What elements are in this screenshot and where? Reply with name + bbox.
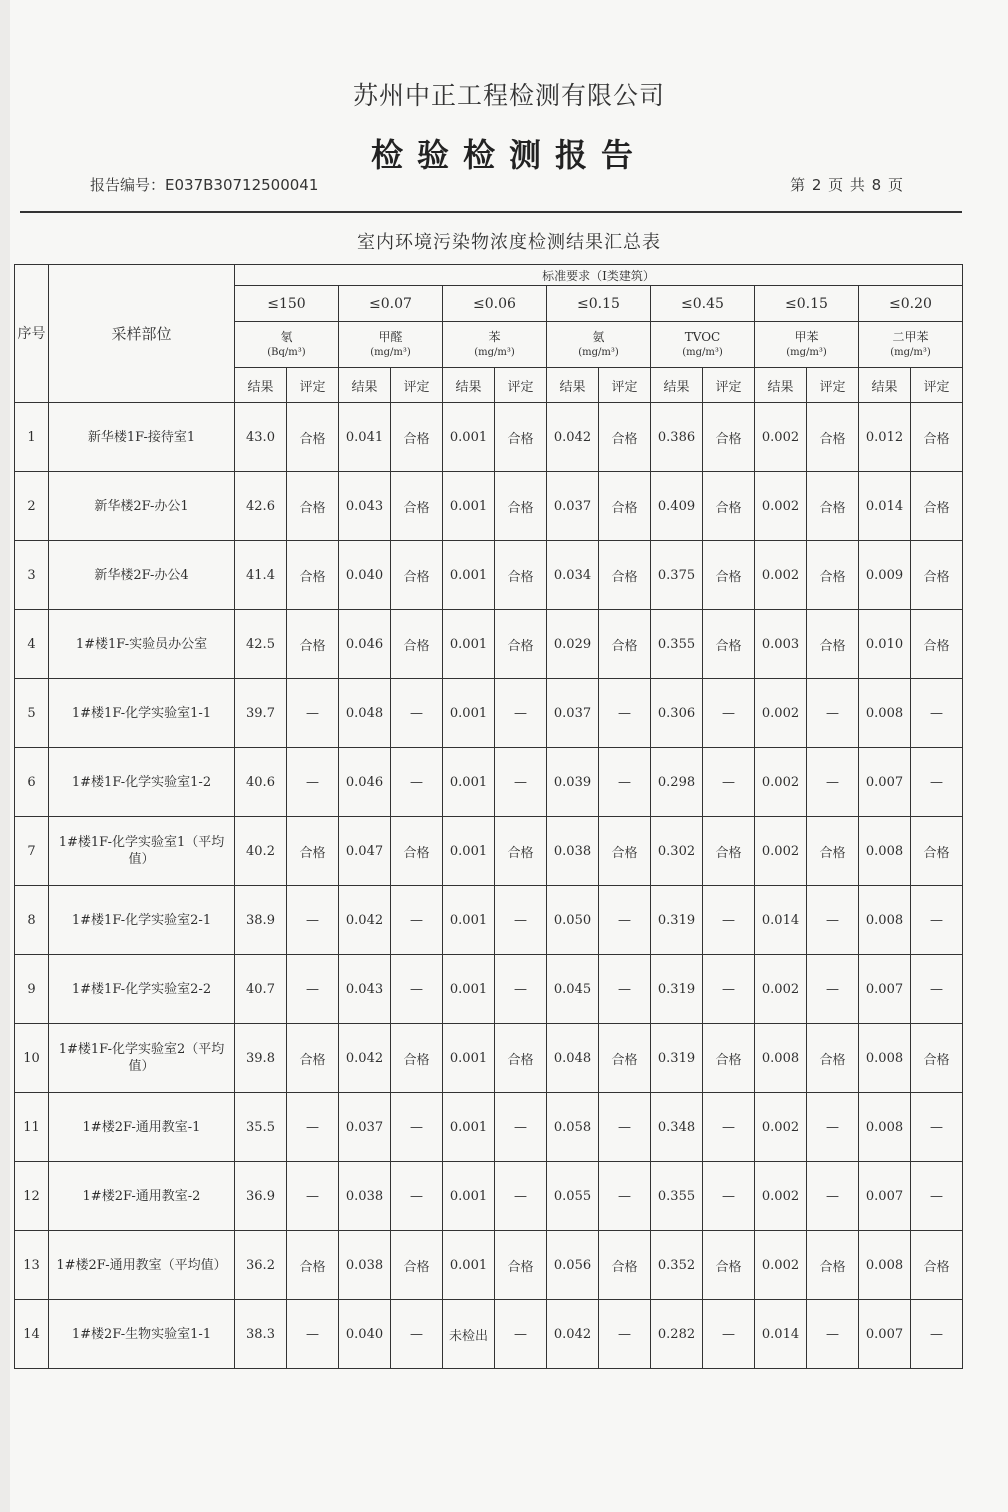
pollutant-name: 氡 [280,329,293,344]
result-cell: 40.7 [235,955,287,1024]
rating-cell: — [287,1093,339,1162]
rating-cell: 合格 [807,472,859,541]
rating-cell: — [391,886,443,955]
result-cell: 0.001 [443,748,495,817]
rating-cell: — [807,748,859,817]
pollutant-unit: (mg/m³) [890,346,931,358]
sampling-location: 1#楼1F-实验员办公室 [49,610,235,679]
result-cell: 39.7 [235,679,287,748]
rating-cell: 合格 [287,403,339,472]
rating-cell: — [911,1300,963,1369]
row-number: 4 [15,610,49,679]
result-label: 结果 [339,368,391,403]
result-cell: 0.002 [755,1231,807,1300]
rating-cell: — [599,1093,651,1162]
result-cell: 0.012 [859,403,911,472]
pollutant-unit: (mg/m³) [578,346,619,358]
result-cell: 0.001 [443,1024,495,1093]
result-cell: 0.001 [443,1231,495,1300]
rating-cell: 合格 [703,1231,755,1300]
pollutant-cell [235,322,339,368]
pollutant-name: 二甲苯 [892,329,929,344]
table-row [15,1162,963,1231]
rating-cell: 合格 [807,403,859,472]
rating-label: 评定 [391,368,443,403]
result-cell: 0.042 [339,1024,391,1093]
table-title: 室内环境污染物浓度检测结果汇总表 [357,232,661,253]
result-cell: 0.007 [859,1300,911,1369]
result-cell: 0.355 [651,610,703,679]
result-label: 结果 [443,368,495,403]
result-cell: 0.007 [859,955,911,1024]
result-cell: 0.002 [755,955,807,1024]
rating-cell: — [807,679,859,748]
result-cell: 43.0 [235,403,287,472]
rating-cell: 合格 [703,1024,755,1093]
result-cell: 0.042 [547,403,599,472]
rating-cell: — [495,955,547,1024]
result-cell: 0.003 [755,610,807,679]
result-cell: 39.8 [235,1024,287,1093]
result-cell: 0.001 [443,403,495,472]
result-label: 结果 [651,368,703,403]
result-cell: 0.002 [755,541,807,610]
rating-label: 评定 [703,368,755,403]
pollutant-unit: (Bq/m³) [267,346,306,358]
rating-cell: — [911,1162,963,1231]
result-cell: 0.008 [859,1231,911,1300]
sampling-location: 1#楼1F-化学实验室2-1 [49,886,235,955]
rating-cell: — [287,955,339,1024]
rating-cell: 合格 [599,1024,651,1093]
rating-cell: — [391,748,443,817]
table-row [15,1093,963,1162]
result-cell: 0.014 [755,886,807,955]
result-cell: 0.001 [443,955,495,1024]
header-standard: 标准要求（I类建筑） [235,265,963,286]
result-cell: 0.001 [443,610,495,679]
row-number: 9 [15,955,49,1024]
table-row [15,1300,963,1369]
rating-cell: — [599,955,651,1024]
rating-cell: 合格 [287,1231,339,1300]
rating-cell: — [287,1162,339,1231]
rating-cell: 合格 [703,817,755,886]
sampling-location: 新华楼2F-办公4 [49,541,235,610]
result-cell: 0.302 [651,817,703,886]
row-number: 11 [15,1093,49,1162]
header-location: 采样部位 [49,265,235,403]
result-cell: 0.008 [755,1024,807,1093]
rating-cell: — [807,955,859,1024]
rating-cell: 合格 [807,1024,859,1093]
rating-cell: 合格 [911,1024,963,1093]
rating-cell: 合格 [391,1024,443,1093]
rating-cell: — [599,679,651,748]
result-cell: 0.001 [443,472,495,541]
row-number: 10 [15,1024,49,1093]
pollutant-cell [443,322,547,368]
rating-cell: — [599,1162,651,1231]
limit-cell: ≤0.20 [859,286,963,322]
result-cell: 0.319 [651,886,703,955]
rating-cell: — [703,886,755,955]
limit-cell: ≤0.45 [651,286,755,322]
result-cell: 42.5 [235,610,287,679]
rating-cell: — [287,1300,339,1369]
result-label: 结果 [859,368,911,403]
result-cell: 0.043 [339,955,391,1024]
result-cell: 0.319 [651,1024,703,1093]
result-cell: 0.040 [339,541,391,610]
rating-cell: — [495,748,547,817]
result-cell: 0.039 [547,748,599,817]
result-cell: 0.014 [755,1300,807,1369]
row-number: 8 [15,886,49,955]
table-row [15,886,963,955]
result-cell: 40.6 [235,748,287,817]
rating-cell: — [287,886,339,955]
result-cell: 0.034 [547,541,599,610]
rating-cell: 合格 [703,472,755,541]
rating-cell: — [807,1093,859,1162]
result-cell: 0.029 [547,610,599,679]
result-cell: 0.008 [859,1093,911,1162]
rating-cell: — [599,1300,651,1369]
sampling-location: 1#楼1F-化学实验室1（平均值） [49,817,235,886]
pollutant-cell [547,322,651,368]
rating-cell: — [391,1162,443,1231]
result-cell: 0.042 [547,1300,599,1369]
result-cell: 40.2 [235,817,287,886]
result-cell: 0.319 [651,955,703,1024]
result-cell: 0.002 [755,1093,807,1162]
page-number: 第 2 页 共 8 页 [790,176,904,194]
rating-cell: — [807,886,859,955]
pollutant-cell [859,322,963,368]
result-cell: 0.046 [339,610,391,679]
result-cell: 0.306 [651,679,703,748]
result-cell: 0.348 [651,1093,703,1162]
result-cell: 0.045 [547,955,599,1024]
sampling-location: 新华楼2F-办公1 [49,472,235,541]
row-number: 3 [15,541,49,610]
result-cell: 0.002 [755,817,807,886]
result-cell: 0.046 [339,748,391,817]
row-number: 5 [15,679,49,748]
rating-cell: 合格 [495,1231,547,1300]
limit-cell: ≤0.06 [443,286,547,322]
sampling-location: 1#楼1F-化学实验室1-2 [49,748,235,817]
limit-cell: ≤0.07 [339,286,443,322]
result-cell: 0.001 [443,886,495,955]
result-cell: 0.008 [859,886,911,955]
pollutant-cell [339,322,443,368]
rating-cell: — [599,748,651,817]
sampling-location: 新华楼1F-接待室1 [49,403,235,472]
result-cell: 0.056 [547,1231,599,1300]
rating-cell: — [287,748,339,817]
sampling-location: 1#楼1F-化学实验室1-1 [49,679,235,748]
report-page [10,0,1008,1512]
result-cell: 36.9 [235,1162,287,1231]
result-cell: 0.007 [859,1162,911,1231]
rating-cell: — [911,955,963,1024]
rating-cell: 合格 [599,541,651,610]
result-cell: 0.001 [443,679,495,748]
rating-cell: — [287,679,339,748]
rating-label: 评定 [287,368,339,403]
result-cell: 0.041 [339,403,391,472]
rating-cell: — [391,955,443,1024]
result-cell: 0.037 [339,1093,391,1162]
result-cell: 0.048 [547,1024,599,1093]
rating-cell: 合格 [599,472,651,541]
result-cell: 0.008 [859,679,911,748]
table-row [15,748,963,817]
result-cell: 0.038 [339,1162,391,1231]
rating-cell: 合格 [391,403,443,472]
result-cell: 0.001 [443,1093,495,1162]
rating-cell: 合格 [807,817,859,886]
rating-cell: — [703,955,755,1024]
pollutant-unit: (mg/m³) [474,346,515,358]
table-row [15,541,963,610]
pollutant-unit: (mg/m³) [370,346,411,358]
limit-cell: ≤0.15 [755,286,859,322]
company-name: 苏州中正工程检测有限公司 [352,81,665,110]
pollutant-name: 甲醛 [378,329,403,344]
table-row [15,679,963,748]
row-number: 6 [15,748,49,817]
rating-cell: 合格 [599,1231,651,1300]
rating-cell: — [495,1093,547,1162]
result-cell: 0.050 [547,886,599,955]
limit-cell: ≤150 [235,286,339,322]
row-number: 12 [15,1162,49,1231]
result-cell: 0.008 [859,817,911,886]
rating-cell: 合格 [495,817,547,886]
rating-cell: 合格 [911,403,963,472]
row-number: 2 [15,472,49,541]
result-cell: 0.001 [443,1162,495,1231]
report-title: 检验检测报告 [370,136,647,174]
rating-cell: 合格 [287,472,339,541]
result-cell: 0.055 [547,1162,599,1231]
row-number: 13 [15,1231,49,1300]
rating-cell: 合格 [495,403,547,472]
pollutant-cell [755,322,859,368]
rating-label: 评定 [911,368,963,403]
rating-cell: 合格 [599,610,651,679]
result-cell: 0.375 [651,541,703,610]
rating-cell: 合格 [391,817,443,886]
rating-cell: 合格 [911,472,963,541]
rating-cell: 合格 [391,1231,443,1300]
table-row [15,1231,963,1300]
result-cell: 0.386 [651,403,703,472]
rating-cell: — [495,679,547,748]
rating-cell: — [703,1093,755,1162]
result-cell: 0.009 [859,541,911,610]
result-cell: 0.002 [755,1162,807,1231]
result-cell: 0.001 [443,541,495,610]
result-cell: 0.008 [859,1024,911,1093]
rating-cell: — [703,1162,755,1231]
result-cell: 0.047 [339,817,391,886]
rating-cell: 合格 [287,817,339,886]
row-number: 7 [15,817,49,886]
result-label: 结果 [755,368,807,403]
rating-cell: 合格 [703,541,755,610]
results-table [14,264,963,1369]
pollutant-cell [651,322,755,368]
result-cell: 38.9 [235,886,287,955]
result-cell: 0.002 [755,679,807,748]
result-cell: 0.042 [339,886,391,955]
sampling-location: 1#楼1F-化学实验室2（平均值） [49,1024,235,1093]
result-cell: 0.002 [755,403,807,472]
rating-cell: — [807,1300,859,1369]
pollutant-name: 甲苯 [794,329,819,344]
result-cell: 未检出 [443,1300,495,1369]
result-cell: 0.058 [547,1093,599,1162]
result-cell: 0.355 [651,1162,703,1231]
result-cell: 0.043 [339,472,391,541]
limit-cell: ≤0.15 [547,286,651,322]
rating-cell: — [495,1162,547,1231]
rating-label: 评定 [599,368,651,403]
table-row [15,472,963,541]
result-cell: 36.2 [235,1231,287,1300]
rating-cell: 合格 [911,610,963,679]
header-divider [20,211,962,213]
row-number: 1 [15,403,49,472]
result-cell: 0.001 [443,817,495,886]
pollutant-name: TVOC [684,329,721,344]
result-cell: 41.4 [235,541,287,610]
table-row [15,1024,963,1093]
header-seq: 序号 [15,265,49,403]
table-row [15,817,963,886]
rating-cell: 合格 [911,541,963,610]
result-cell: 0.002 [755,472,807,541]
result-cell: 0.352 [651,1231,703,1300]
rating-cell: — [911,679,963,748]
sampling-location: 1#楼2F-通用教室（平均值） [49,1231,235,1300]
rating-cell: — [495,1300,547,1369]
rating-cell: 合格 [599,403,651,472]
sampling-location: 1#楼2F-生物实验室1-1 [49,1300,235,1369]
table-row [15,403,963,472]
result-cell: 0.002 [755,748,807,817]
rating-cell: 合格 [287,610,339,679]
result-cell: 0.037 [547,472,599,541]
pollutant-unit: (mg/m³) [682,346,723,358]
rating-cell: — [599,886,651,955]
result-label: 结果 [235,368,287,403]
rating-cell: — [911,1093,963,1162]
report-number: 报告编号：E037B30712500041 [90,176,319,194]
rating-cell: 合格 [495,610,547,679]
rating-cell: 合格 [391,472,443,541]
rating-cell: — [703,679,755,748]
result-cell: 0.037 [547,679,599,748]
result-cell: 0.038 [547,817,599,886]
pollutant-unit: (mg/m³) [786,346,827,358]
rating-cell: 合格 [599,817,651,886]
result-cell: 0.048 [339,679,391,748]
result-cell: 0.409 [651,472,703,541]
rating-cell: 合格 [703,403,755,472]
rating-cell: — [391,679,443,748]
result-label: 结果 [547,368,599,403]
rating-label: 评定 [495,368,547,403]
rating-cell: 合格 [911,817,963,886]
rating-cell: — [703,1300,755,1369]
result-cell: 0.010 [859,610,911,679]
rating-cell: 合格 [391,610,443,679]
rating-cell: 合格 [703,610,755,679]
row-number: 14 [15,1300,49,1369]
pollutant-name: 苯 [488,329,501,344]
result-cell: 0.298 [651,748,703,817]
rating-cell: — [703,748,755,817]
table-row [15,955,963,1024]
rating-cell: 合格 [391,541,443,610]
rating-cell: 合格 [807,1231,859,1300]
rating-cell: 合格 [495,1024,547,1093]
rating-cell: 合格 [911,1231,963,1300]
result-cell: 38.3 [235,1300,287,1369]
result-cell: 0.007 [859,748,911,817]
result-cell: 0.038 [339,1231,391,1300]
result-cell: 0.040 [339,1300,391,1369]
sampling-location: 1#楼2F-通用教室-2 [49,1162,235,1231]
pollutant-name: 氨 [592,329,605,344]
rating-cell: — [495,886,547,955]
rating-label: 评定 [807,368,859,403]
rating-cell: 合格 [287,541,339,610]
rating-cell: 合格 [495,541,547,610]
sampling-location: 1#楼1F-化学实验室2-2 [49,955,235,1024]
result-cell: 0.282 [651,1300,703,1369]
rating-cell: — [911,748,963,817]
result-cell: 35.5 [235,1093,287,1162]
table-row [15,610,963,679]
rating-cell: 合格 [807,541,859,610]
rating-cell: — [911,886,963,955]
sampling-location: 1#楼2F-通用教室-1 [49,1093,235,1162]
rating-cell: — [391,1093,443,1162]
rating-cell: 合格 [807,610,859,679]
rating-cell: — [807,1162,859,1231]
rating-cell: 合格 [495,472,547,541]
result-cell: 42.6 [235,472,287,541]
result-cell: 0.014 [859,472,911,541]
rating-cell: 合格 [287,1024,339,1093]
rating-cell: — [391,1300,443,1369]
